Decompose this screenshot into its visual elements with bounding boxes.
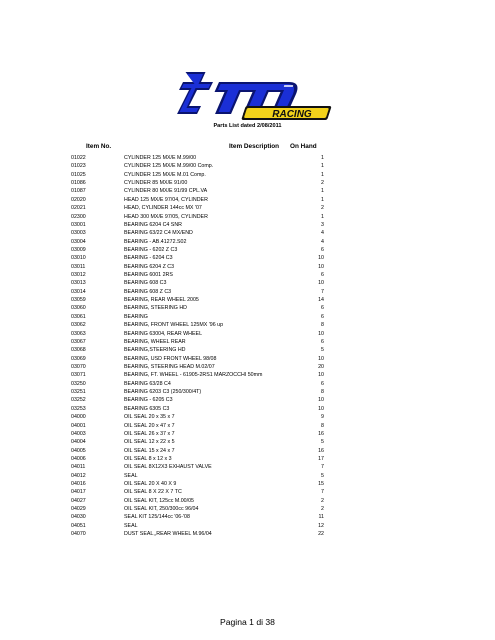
item-number: 01087 [71,188,86,195]
item-description: SEAL [124,472,138,479]
table-row [0,513,495,521]
table-row [0,296,495,304]
item-description: BEARING 6203 C3 (250/300/4T) [124,389,202,396]
table-row [0,413,495,421]
on-hand-qty: 1 [321,188,324,195]
table-row [0,338,495,346]
table-row [0,204,495,212]
item-number: 03003 [71,230,86,237]
table-row [0,380,495,388]
item-number: 02020 [71,196,86,203]
on-hand-qty: 6 [321,338,324,345]
table-row [0,271,495,279]
item-number: 04003 [71,430,86,437]
table-row [0,254,495,262]
on-hand-qty: 6 [321,246,324,253]
table-header [0,143,495,152]
item-number: 03068 [71,347,86,354]
item-number: 02021 [71,205,86,212]
on-hand-qty: 8 [321,422,324,429]
item-description: BEARING,STEERING HD [124,347,186,354]
item-description: BEARING 608 Z C3 [124,288,172,295]
item-description: BEARING 63004, REAR WHEEL [124,330,203,337]
on-hand-qty: 10 [318,255,324,262]
table-row [0,388,495,396]
table-row [0,321,495,329]
table-row [0,196,495,204]
on-hand-qty: 10 [318,372,324,379]
on-hand-qty: 14 [318,297,324,304]
item-number: 04051 [71,522,86,529]
on-hand-qty: 3 [321,221,324,228]
item-description: SEAL KIT 125/144cc '06-'08 [124,514,190,521]
table-row [0,221,495,229]
item-description: CYLINDER 125 MX/E M.99/00 Comp. [124,163,214,170]
item-number: 04005 [71,447,86,454]
item-number: 03067 [71,338,86,345]
table-row [0,313,495,321]
item-description: BEARING - AB.41272.S02 [124,238,187,245]
table-row [0,346,495,354]
item-number: 01025 [71,171,86,178]
item-description: BEARING 6204 Z C3 [124,263,175,270]
item-description: BEARING 608 C3 [124,280,167,287]
on-hand-qty: 2 [321,506,324,513]
table-row [0,187,495,195]
item-description: BEARING 6204 C4 SNR [124,221,182,228]
table-row [0,480,495,488]
on-hand-qty: 1 [321,213,324,220]
item-description: BEARING - 6204 C3 [124,255,173,262]
table-row [0,472,495,480]
item-number: 03250 [71,380,86,387]
item-number: 03063 [71,330,86,337]
item-description: CYLINDER 80 MX/E 91/99 CPL.VA [124,188,208,195]
on-hand-qty: 5 [321,347,324,354]
item-description: BEARING 6001 2RS [124,272,173,279]
table-row [0,522,495,530]
tm-racing-logo [140,62,355,130]
table-row [0,154,495,162]
item-number: 03252 [71,397,86,404]
on-hand-qty: 6 [321,380,324,387]
item-number: 04016 [71,481,86,488]
on-hand-qty: 1 [321,155,324,161]
table-row [0,355,495,363]
item-description: CYLINDER 125 MX/E M.01 Comp. [124,171,206,178]
item-description: OIL SEAL 8 x 12 x 3 [124,455,172,462]
item-number: 03253 [71,405,86,412]
table-row [0,396,495,404]
item-description: BEARING [124,313,148,320]
item-description: CYLINDER 85 MX/E 91/00 [124,180,188,187]
item-description: BEARING, STEERING HEAD M.02/07 [124,363,215,370]
item-description: BEARING, WHEEL REAR [124,338,186,345]
on-hand-qty: 2 [321,180,324,187]
table-row [0,438,495,446]
item-description: OIL SEAL 8 X 22 X 7 TC [124,489,182,496]
item-description: SEAL [124,522,138,529]
on-hand-qty: 6 [321,305,324,312]
item-number: 04027 [71,497,86,504]
on-hand-qty: 1 [321,196,324,203]
item-description: OIL SEAL 20 x 35 x 7 [124,414,175,421]
table-row [0,422,495,430]
table-row [0,488,495,496]
item-description: OIL SEAL KIT, 250/300cc 96/04 [124,506,199,513]
item-number: 04070 [71,531,86,538]
table-row [0,171,495,179]
item-number: 01086 [71,180,86,187]
item-number: 03070 [71,363,86,370]
on-hand-qty: 10 [318,397,324,404]
item-number: 02300 [71,213,86,220]
item-number: 03004 [71,238,86,245]
page-footer: Pagina 1 di 38 [220,617,275,627]
item-number: 04001 [71,422,86,429]
item-number: 03010 [71,255,86,262]
item-number: 04000 [71,414,86,421]
item-description: BEARING, FRONT WHEEL 125MX '96 up [124,322,224,329]
item-description: BEARING 6305 C3 [124,405,170,412]
on-hand-qty: 7 [321,489,324,496]
item-description: BEARING, REAR WHEEL 2005 [124,297,199,304]
on-hand-qty: 8 [321,322,324,329]
on-hand-qty: 6 [321,313,324,320]
item-number: 03069 [71,355,86,362]
on-hand-qty: 11 [318,514,324,521]
parts-table-body [0,154,495,539]
item-number: 04004 [71,439,86,446]
item-number: 03062 [71,322,86,329]
on-hand-qty: 10 [318,280,324,287]
item-description: DUST SEAL,,REAR WHEEL M.96/04 [124,531,212,538]
table-row [0,279,495,287]
item-number: 03001 [71,221,86,228]
on-hand-qty: 20 [318,363,324,370]
item-number: 03012 [71,272,86,279]
item-description: BEARING, USD FRONT WHEEL 98/08 [124,355,217,362]
on-hand-qty: 10 [318,355,324,362]
item-description: OIL SEAL 26 x 37 x 7 [124,430,175,437]
table-row [0,213,495,221]
table-row [0,455,495,463]
item-number: 04006 [71,455,86,462]
table-row [0,463,495,471]
item-number: 03071 [71,372,86,379]
logo-racing-text: RACING [272,109,312,120]
item-description: OIL SEAL 8X12X3 EXHAUST VALVE [124,464,212,471]
table-row [0,162,495,170]
item-number: 03060 [71,305,86,312]
item-description: OIL SEAL 20 x 47 x 7 [124,422,175,429]
on-hand-qty: 10 [318,405,324,412]
parts-list-title: Parts List dated 2/08/2011 [213,123,282,129]
item-number: 04029 [71,506,86,513]
on-hand-qty: 2 [321,497,324,504]
tm-racing-logo-graphic [140,62,355,130]
item-number: 04030 [71,514,86,521]
table-row [0,447,495,455]
on-hand-qty: 17 [318,455,324,462]
on-hand-qty: 1 [321,171,324,178]
table-row [0,497,495,505]
item-number: 04017 [71,489,86,496]
table-row [0,405,495,413]
item-number: 01022 [71,155,86,161]
item-description: BEARING 63/28 C4 [124,380,171,387]
on-hand-qty: 16 [318,447,324,454]
on-hand-qty: 12 [318,522,324,529]
table-row [0,371,495,379]
on-hand-qty: 7 [321,464,324,471]
item-description: HEAD 125 MX/E 97/04, CYLINDER [124,196,208,203]
table-row [0,229,495,237]
on-hand-qty: 7 [321,288,324,295]
on-hand-qty: 5 [321,472,324,479]
on-hand-qty: 8 [321,389,324,396]
on-hand-qty: 6 [321,272,324,279]
table-row [0,288,495,296]
item-description: HEAD 300 MX/E 97/05, CYLINDER [124,213,208,220]
item-number: 04011 [71,464,86,471]
on-hand-qty: 9 [321,414,324,421]
item-number: 03251 [71,389,86,396]
item-number: 03009 [71,246,86,253]
table-row [0,430,495,438]
on-hand-qty: 15 [318,481,324,488]
item-description: OIL SEAL 20 X 40 X 9 [124,481,177,488]
item-description: OIL SEAL 15 x 24 x 7 [124,447,175,454]
item-number: 03014 [71,288,86,295]
column-header-on-hand: On Hand [290,143,317,150]
on-hand-qty: 10 [318,263,324,270]
table-row [0,505,495,513]
table-row [0,304,495,312]
table-row [0,263,495,271]
item-number: 01023 [71,163,86,170]
on-hand-qty: 2 [321,205,324,212]
column-header-description: Item Description [229,143,280,150]
item-number: 03013 [71,280,86,287]
table-row [0,530,495,538]
on-hand-qty: 10 [318,330,324,337]
table-row [0,363,495,371]
on-hand-qty: 4 [321,230,324,237]
item-description: BEARING - 6202 Z C3 [124,246,178,253]
on-hand-qty: 4 [321,238,324,245]
item-number: 04012 [71,472,86,479]
item-number: 03011 [71,263,86,270]
table-row [0,179,495,187]
item-description: BEARING - 6205 C3 [124,397,173,404]
item-description: HEAD, CYLINDER 144cc MX '07 [124,205,202,212]
on-hand-qty: 5 [321,439,324,446]
column-header-item-no: Item No. [86,143,112,150]
on-hand-qty: 16 [318,430,324,437]
item-number: 03059 [71,297,86,304]
item-description: BEARING, FT. WHEEL - 61905-2RS1 MARZOCCHI 50mm [124,372,263,379]
on-hand-qty: 22 [318,531,324,538]
item-description: BEARING, STEERING HD [124,305,187,312]
table-row [0,238,495,246]
item-description: OIL SEAL KIT, 125cc M.00/05 [124,497,194,504]
item-description: BEARING 63/22 C4 MX/END [124,230,193,237]
on-hand-qty: 1 [321,163,324,170]
table-row [0,246,495,254]
item-description: CYLINDER 125 MX/E M.99/00 [124,155,197,161]
item-number: 03061 [71,313,86,320]
table-row [0,330,495,338]
item-description: OIL SEAL 12 x 22 x 5 [124,439,175,446]
